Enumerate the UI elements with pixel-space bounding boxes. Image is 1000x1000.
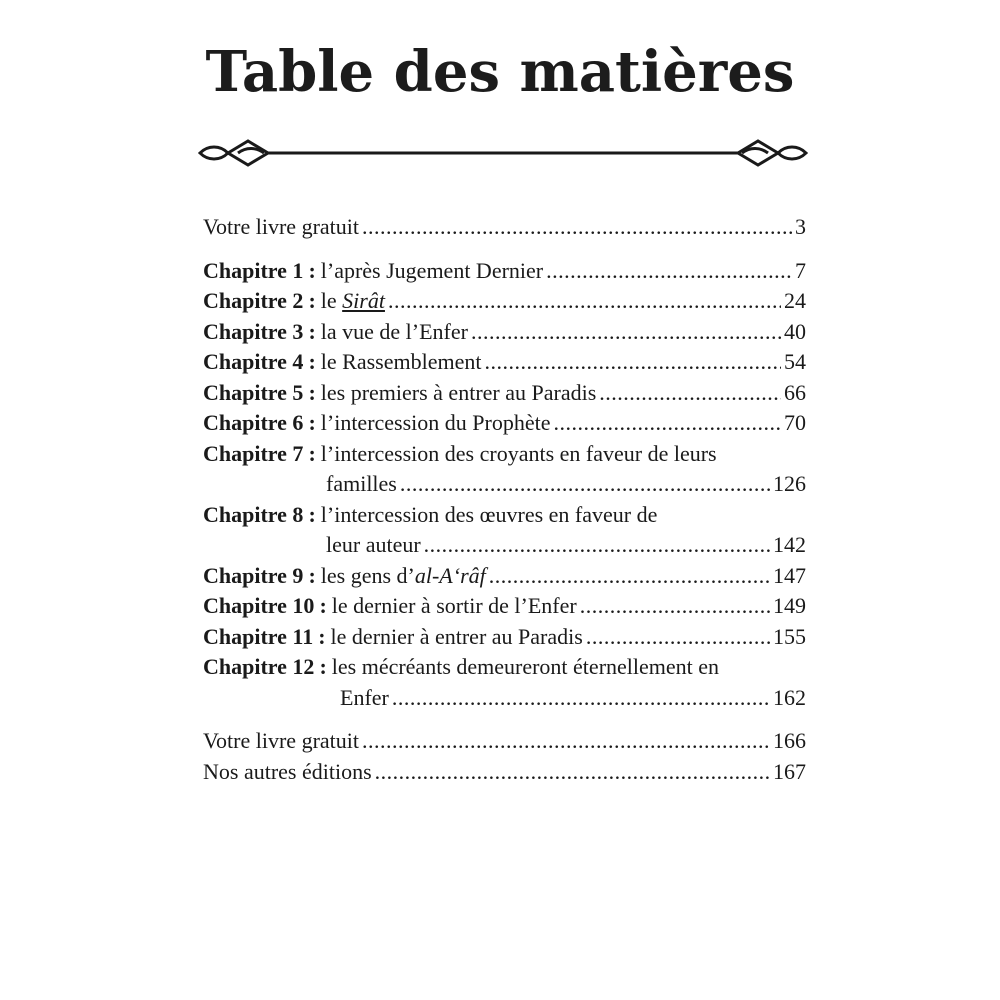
dot-leader <box>375 757 770 788</box>
toc-entry-intro[interactable] <box>203 212 806 243</box>
toc-entry-chapter-8[interactable] <box>203 500 806 531</box>
chapter-title-continuation: familles <box>326 471 397 496</box>
chapter-label: Chapitre 1 <box>203 257 304 283</box>
dot-leader <box>586 622 770 653</box>
chapter-separator: : <box>308 288 316 313</box>
toc-page-number: 167 <box>773 758 806 784</box>
dot-leader <box>489 561 770 592</box>
toc-entry-chapter-3[interactable] <box>203 317 806 348</box>
toc-page-number: 162 <box>773 684 806 710</box>
dot-leader <box>392 683 770 714</box>
chapter-title-prefix: les gens d’ <box>320 562 415 588</box>
toc-entry-chapter-9[interactable] <box>203 561 806 592</box>
chapter-title-styled: al-A‘râf <box>414 562 486 588</box>
dot-leader <box>484 347 781 378</box>
chapter-title: la vue de l’Enfer <box>320 318 468 344</box>
chapter-label: Chapitre 5 <box>203 379 304 405</box>
dot-leader <box>580 591 770 622</box>
toc-page-number: 142 <box>773 532 806 557</box>
chapter-label: Chapitre 4 <box>203 349 304 374</box>
toc-entry-chapter-7[interactable] <box>203 439 806 470</box>
chapter-title-styled: Sirât <box>342 288 385 313</box>
chapter-title: l’après Jugement Dernier <box>320 257 544 283</box>
toc-entry-chapter-7-continuation[interactable] <box>203 469 806 500</box>
chapter-title-continuation: Enfer <box>340 684 389 710</box>
chapter-title: le dernier à entrer au Paradis <box>330 623 583 649</box>
chapter-title: le Rassemblement <box>320 349 482 374</box>
toc-entry-title: Votre livre gratuit <box>203 214 359 239</box>
page-title: Table des matières <box>205 39 795 105</box>
toc-entry-chapter-6[interactable] <box>203 408 806 439</box>
toc-entry-chapter-4[interactable] <box>203 347 806 378</box>
table-of-contents <box>203 212 806 787</box>
chapter-separator: : <box>319 593 327 618</box>
toc-entry-chapter-12-continuation[interactable] <box>203 683 806 714</box>
chapter-separator: : <box>308 349 316 374</box>
toc-page-number: 126 <box>773 471 806 496</box>
toc-entry-closing-other-editions[interactable] <box>203 757 806 788</box>
toc-entry-title: Votre livre gratuit <box>203 728 359 753</box>
dot-leader <box>471 317 781 348</box>
chapter-label: Chapitre 12 <box>203 654 315 679</box>
toc-entry-title: Nos autres éditions <box>203 758 372 784</box>
toc-page-number: 149 <box>773 593 806 618</box>
chapter-label: Chapitre 11 <box>203 623 314 649</box>
chapter-label: Chapitre 8 <box>203 501 304 527</box>
chapter-label: Chapitre 9 <box>203 562 304 588</box>
chapter-separator: : <box>308 379 316 405</box>
toc-page-number: 7 <box>795 257 806 283</box>
dot-leader <box>362 726 770 757</box>
chapter-title: l’intercession des croyants en faveur de leurs <box>320 440 717 466</box>
chapter-separator: : <box>308 318 316 344</box>
chapter-label: Chapitre 10 <box>203 593 315 618</box>
toc-page-number: 24 <box>784 288 806 313</box>
toc-page-number: 66 <box>784 379 806 405</box>
toc-entry-chapter-5[interactable] <box>203 378 806 409</box>
chapter-label: Chapitre 7 <box>203 440 304 466</box>
chapter-title: le dernier à sortir de l’Enfer <box>331 593 577 618</box>
dot-leader <box>400 469 770 500</box>
ornamental-divider <box>198 133 808 173</box>
chapter-label: Chapitre 2 <box>203 288 304 313</box>
toc-page-number: 147 <box>773 562 806 588</box>
toc-page-number: 3 <box>795 214 806 239</box>
chapter-title-prefix: le <box>320 288 343 313</box>
toc-entry-chapter-12[interactable] <box>203 652 806 683</box>
toc-entry-closing-free-book[interactable] <box>203 726 806 757</box>
dot-leader <box>599 378 781 409</box>
toc-page-number: 54 <box>784 349 806 374</box>
chapter-title-continuation: leur auteur <box>326 532 421 557</box>
chapter-label: Chapitre 6 <box>203 410 304 435</box>
dot-leader <box>554 408 782 439</box>
chapter-title: les premiers à entrer au Paradis <box>320 379 597 405</box>
toc-entry-chapter-11[interactable] <box>203 622 806 653</box>
dot-leader <box>362 212 792 243</box>
toc-page-number: 155 <box>773 623 806 649</box>
chapter-title: l’intercession des œuvres en faveur de <box>320 501 658 527</box>
toc-page-number: 70 <box>784 410 806 435</box>
chapter-separator: : <box>318 623 326 649</box>
toc-entry-chapter-8-continuation[interactable] <box>203 530 806 561</box>
chapter-separator: : <box>308 410 316 435</box>
chapter-separator: : <box>308 501 316 527</box>
chapter-label: Chapitre 3 <box>203 318 304 344</box>
chapter-title: l’intercession du Prophète <box>320 410 551 435</box>
toc-entry-chapter-1[interactable] <box>203 256 806 287</box>
chapter-separator: : <box>308 440 316 466</box>
dot-leader <box>388 286 781 317</box>
toc-page-number: 166 <box>773 728 806 753</box>
chapter-separator: : <box>308 257 316 283</box>
dot-leader <box>546 256 792 287</box>
chapter-separator: : <box>308 562 316 588</box>
chapter-separator: : <box>319 654 327 679</box>
dot-leader <box>424 530 770 561</box>
toc-entry-chapter-2[interactable] <box>203 286 806 317</box>
toc-entry-chapter-10[interactable] <box>203 591 806 622</box>
toc-page-number: 40 <box>784 318 806 344</box>
chapter-title: les mécréants demeureront éternellement en <box>331 654 720 679</box>
